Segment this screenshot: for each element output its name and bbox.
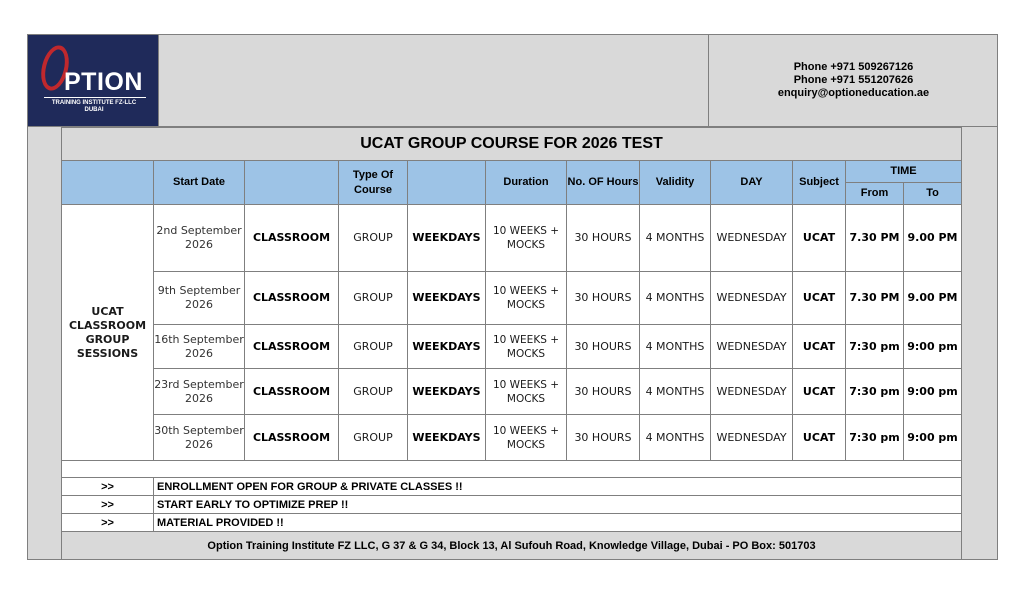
header-blank <box>158 35 709 126</box>
duration-cell: 10 WEEKS + MOCKS <box>486 272 567 325</box>
subject-cell: UCAT <box>793 325 846 369</box>
note-row <box>62 514 962 532</box>
days-cell: WEEKDAYS <box>408 369 486 415</box>
table-row <box>62 415 962 461</box>
time-to-cell: 9:00 pm <box>904 369 962 415</box>
start-date-cell: 30th September 2026 <box>154 415 245 461</box>
note-marker: >> <box>62 514 154 532</box>
logo-divider <box>44 97 146 98</box>
time-from-cell: 7.30 PM <box>846 272 904 325</box>
days-cell: WEEKDAYS <box>408 272 486 325</box>
validity-cell: 4 MONTHS <box>640 272 711 325</box>
validity-cell: 4 MONTHS <box>640 325 711 369</box>
col-header-subject: Subject <box>793 161 846 205</box>
time-to-cell: 9:00 pm <box>904 415 962 461</box>
mode-cell: CLASSROOM <box>245 415 339 461</box>
subject-cell: UCAT <box>793 205 846 272</box>
mode-cell: CLASSROOM <box>245 325 339 369</box>
col-header-days <box>408 161 486 205</box>
subject-cell: UCAT <box>793 415 846 461</box>
col-header-to: To <box>904 183 962 205</box>
logo-brand: PTION <box>64 68 143 96</box>
contact-info <box>710 35 997 126</box>
logo-subtitle: TRAINING INSTITUTE FZ-LLC <box>51 100 137 106</box>
table-row <box>62 272 962 325</box>
col-header-mode <box>245 161 339 205</box>
time-from-cell: 7:30 pm <box>846 369 904 415</box>
note-marker: >> <box>62 478 154 496</box>
note-row <box>62 478 962 496</box>
hours-cell: 30 HOURS <box>567 205 640 272</box>
footer-row <box>62 532 962 560</box>
time-from-cell: 7:30 pm <box>846 415 904 461</box>
col-header-type: Type Of Course <box>339 161 408 205</box>
time-from-cell: 7.30 PM <box>846 205 904 272</box>
time-to-cell: 9.00 PM <box>904 205 962 272</box>
duration-cell: 10 WEEKS + MOCKS <box>486 205 567 272</box>
footer-address: Option Training Institute FZ LLC, G 37 & G 34, Block 13, Al Sufouh Road, Knowledge Village, Dubai - PO Box: 501703 <box>62 532 962 560</box>
mode-cell: CLASSROOM <box>245 369 339 415</box>
note-text: START EARLY TO OPTIMIZE PREP !! <box>154 496 962 514</box>
page-title: UCAT GROUP COURSE FOR 2026 TEST <box>62 128 962 161</box>
table-row <box>62 325 962 369</box>
spacer-cell <box>62 461 962 478</box>
start-date-cell: 23rd September 2026 <box>154 369 245 415</box>
type-cell: GROUP <box>339 369 408 415</box>
table-row <box>62 205 962 272</box>
session-label: UCAT CLASSROOM GROUP SESSIONS <box>62 205 154 461</box>
validity-cell: 4 MONTHS <box>640 205 711 272</box>
day-cell: WEDNESDAY <box>711 369 793 415</box>
mode-cell: CLASSROOM <box>245 272 339 325</box>
day-cell: WEDNESDAY <box>711 415 793 461</box>
start-date-cell: 2nd September 2026 <box>154 205 245 272</box>
table-row <box>62 369 962 415</box>
duration-cell: 10 WEEKS + MOCKS <box>486 369 567 415</box>
note-marker: >> <box>62 496 154 514</box>
note-text: MATERIAL PROVIDED !! <box>154 514 962 532</box>
day-cell: WEDNESDAY <box>711 205 793 272</box>
col-header-hours: No. OF Hours <box>567 161 640 205</box>
col-header-time: TIME <box>846 161 962 183</box>
time-to-cell: 9.00 PM <box>904 272 962 325</box>
subject-cell: UCAT <box>793 272 846 325</box>
type-cell: GROUP <box>339 272 408 325</box>
duration-cell: 10 WEEKS + MOCKS <box>486 325 567 369</box>
sheet-header <box>28 35 997 127</box>
hours-cell: 30 HOURS <box>567 369 640 415</box>
spacer-row <box>62 461 962 478</box>
col-header-from: From <box>846 183 904 205</box>
days-cell: WEEKDAYS <box>408 415 486 461</box>
option-logo <box>28 35 158 126</box>
subject-cell: UCAT <box>793 369 846 415</box>
col-header-validity: Validity <box>640 161 711 205</box>
day-cell: WEDNESDAY <box>711 325 793 369</box>
phone-2: Phone +971 551207626 <box>793 74 914 86</box>
validity-cell: 4 MONTHS <box>640 415 711 461</box>
course-table <box>61 127 962 560</box>
course-sheet <box>27 34 998 560</box>
logo-city: DUBAI <box>84 107 104 113</box>
duration-cell: 10 WEEKS + MOCKS <box>486 415 567 461</box>
col-header-start-date: Start Date <box>154 161 245 205</box>
type-cell: GROUP <box>339 205 408 272</box>
hours-cell: 30 HOURS <box>567 272 640 325</box>
day-cell: WEDNESDAY <box>711 272 793 325</box>
time-to-cell: 9:00 pm <box>904 325 962 369</box>
days-cell: WEEKDAYS <box>408 205 486 272</box>
hours-cell: 30 HOURS <box>567 325 640 369</box>
days-cell: WEEKDAYS <box>408 325 486 369</box>
validity-cell: 4 MONTHS <box>640 369 711 415</box>
note-text: ENROLLMENT OPEN FOR GROUP & PRIVATE CLASSES !! <box>154 478 962 496</box>
hours-cell: 30 HOURS <box>567 415 640 461</box>
note-row <box>62 496 962 514</box>
start-date-cell: 16th September 2026 <box>154 325 245 369</box>
type-cell: GROUP <box>339 325 408 369</box>
time-from-cell: 7:30 pm <box>846 325 904 369</box>
mode-cell: CLASSROOM <box>245 205 339 272</box>
col-header-session <box>62 161 154 205</box>
email: enquiry@optioneducation.ae <box>777 87 930 99</box>
start-date-cell: 9th September 2026 <box>154 272 245 325</box>
phone-1: Phone +971 509267126 <box>793 61 914 73</box>
type-cell: GROUP <box>339 415 408 461</box>
col-header-day: DAY <box>711 161 793 205</box>
col-header-duration: Duration <box>486 161 567 205</box>
